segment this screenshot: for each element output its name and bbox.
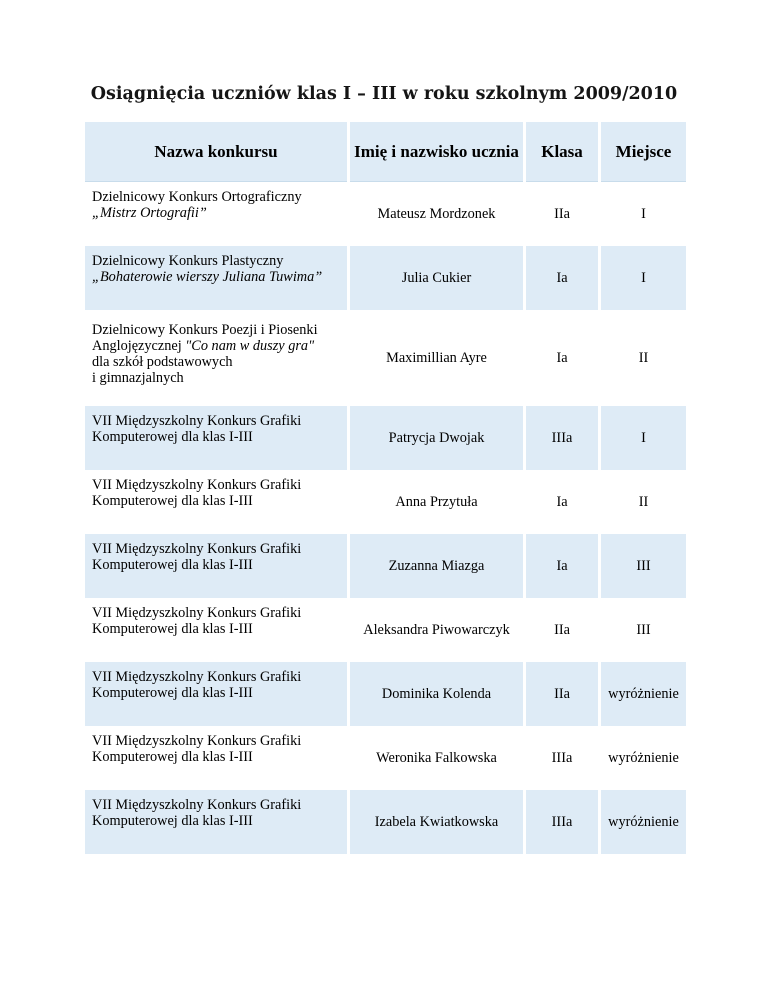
- contest-name: VII Międzyszkolny Konkurs Grafiki: [92, 541, 302, 557]
- class-cell: IIIa: [526, 726, 598, 790]
- spacer-cell: [601, 854, 686, 868]
- header-place: Miejsce: [601, 122, 686, 182]
- contest-name-line4: i gimnazjalnych: [92, 370, 184, 386]
- contest-cell: [85, 662, 347, 726]
- student-cell: Izabela Kwiatkowska: [350, 790, 523, 854]
- class-cell: Ia: [526, 470, 598, 534]
- spacer-cell: [526, 854, 598, 868]
- place-cell: III: [601, 598, 686, 662]
- table-row: [85, 790, 686, 854]
- contest-name: VII Międzyszkolny Konkurs Grafiki: [92, 669, 302, 685]
- student-cell: Patrycja Dwojak: [350, 406, 523, 470]
- class-cell: Ia: [526, 534, 598, 598]
- class-cell: Ia: [526, 310, 598, 406]
- student-cell: Mateusz Mordzonek: [350, 182, 523, 246]
- spacer-cell: [350, 854, 523, 868]
- student-cell: Julia Cukier: [350, 246, 523, 310]
- place-cell: II: [601, 470, 686, 534]
- contest-name-line2: Komputerowej dla klas I-III: [92, 557, 253, 573]
- contest-name: Dzielnicowy Konkurs Plastyczny: [92, 253, 284, 269]
- place-cell: wyróżnienie: [601, 662, 686, 726]
- contest-subtitle: „Mistrz Ortografii”: [92, 205, 207, 221]
- place-cell: wyróżnienie: [601, 726, 686, 790]
- table-row: [85, 726, 686, 790]
- class-cell: IIa: [526, 182, 598, 246]
- contest-subtitle: „Bohaterowie wierszy Juliana Tuwima”: [92, 269, 323, 285]
- place-cell: I: [601, 406, 686, 470]
- table-row: [85, 662, 686, 726]
- contest-cell: [85, 790, 347, 854]
- table-row: [85, 598, 686, 662]
- place-cell: wyróżnienie: [601, 790, 686, 854]
- contest-cell: [85, 470, 347, 534]
- contest-cell: [85, 246, 347, 310]
- contest-name: VII Międzyszkolny Konkurs Grafiki: [92, 797, 302, 813]
- student-cell: Aleksandra Piwowarczyk: [350, 598, 523, 662]
- student-cell: Anna Przytuła: [350, 470, 523, 534]
- table-row: [85, 310, 686, 406]
- contest-cell: [85, 726, 347, 790]
- place-cell: II: [601, 310, 686, 406]
- class-cell: Ia: [526, 246, 598, 310]
- results-table: [82, 122, 689, 868]
- class-cell: IIa: [526, 662, 598, 726]
- class-cell: IIa: [526, 598, 598, 662]
- contest-name: VII Międzyszkolny Konkurs Grafiki: [92, 477, 302, 493]
- spacer-cell: [85, 854, 347, 868]
- contest-name-part: Anglojęzycznej: [92, 338, 186, 354]
- student-cell: Maximillian Ayre: [350, 310, 523, 406]
- contest-name-line2: Komputerowej dla klas I-III: [92, 685, 253, 701]
- student-cell: Weronika Falkowska: [350, 726, 523, 790]
- contest-cell: [85, 182, 347, 246]
- table-row: [85, 182, 686, 246]
- place-cell: I: [601, 182, 686, 246]
- contest-name: Dzielnicowy Konkurs Poezji i Piosenki: [92, 322, 318, 338]
- contest-cell: [85, 406, 347, 470]
- contest-name-line2: Komputerowej dla klas I-III: [92, 813, 253, 829]
- contest-name: VII Międzyszkolny Konkurs Grafiki: [92, 605, 302, 621]
- page-title: Osiągnięcia uczniów klas I – III w roku szkolnym 2009/2010: [90, 84, 678, 104]
- table-row: [85, 246, 686, 310]
- table-header-row: [85, 122, 686, 182]
- contest-name: Dzielnicowy Konkurs Ortograficzny: [92, 189, 302, 205]
- header-student: Imię i nazwisko ucznia: [350, 122, 523, 182]
- header-class: Klasa: [526, 122, 598, 182]
- contest-name-line2: [92, 338, 343, 354]
- place-cell: I: [601, 246, 686, 310]
- student-cell: Zuzanna Miazga: [350, 534, 523, 598]
- contest-subtitle: "Co nam w duszy gra": [185, 338, 315, 354]
- contest-name-line3: dla szkół podstawowych: [92, 354, 233, 370]
- table-footer-spacer: [85, 854, 686, 868]
- table-row: [85, 406, 686, 470]
- place-cell: III: [601, 534, 686, 598]
- header-contest: Nazwa konkursu: [85, 122, 347, 182]
- contest-name-line2: Komputerowej dla klas I-III: [92, 621, 253, 637]
- contest-cell: [85, 598, 347, 662]
- class-cell: IIIa: [526, 790, 598, 854]
- table-row: [85, 534, 686, 598]
- contest-name: VII Międzyszkolny Konkurs Grafiki: [92, 413, 302, 429]
- contest-name-line2: Komputerowej dla klas I-III: [92, 493, 253, 509]
- contest-cell: [85, 310, 347, 406]
- table-row: [85, 470, 686, 534]
- student-cell: Dominika Kolenda: [350, 662, 523, 726]
- class-cell: IIIa: [526, 406, 598, 470]
- contest-name-line2: Komputerowej dla klas I-III: [92, 749, 253, 765]
- contest-cell: [85, 534, 347, 598]
- contest-name: VII Międzyszkolny Konkurs Grafiki: [92, 733, 302, 749]
- contest-name-line2: Komputerowej dla klas I-III: [92, 429, 253, 445]
